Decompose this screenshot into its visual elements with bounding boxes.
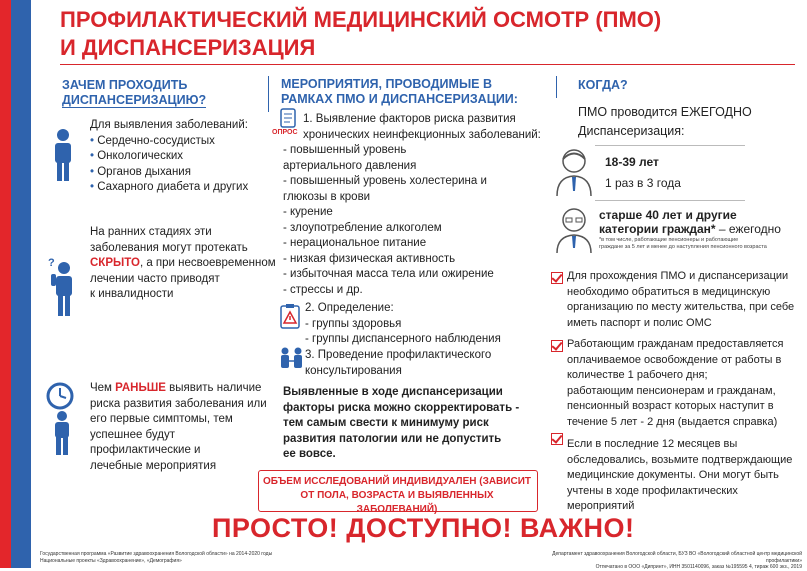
age-group-2-frequency: – ежегодно bbox=[715, 222, 781, 236]
note-line: ее вовсе. bbox=[283, 448, 336, 460]
older-man-icon bbox=[553, 206, 595, 254]
info-line: оплачиваемое освобождение от работы в bbox=[567, 353, 782, 366]
info-line: работающим пенсионерам и гражданам, bbox=[567, 384, 776, 397]
person-icon bbox=[50, 128, 76, 182]
risk-item: - низкая физическая активность bbox=[283, 252, 456, 265]
risk-item: - повышенный уровень холестерина и bbox=[283, 175, 487, 187]
footer-left bbox=[40, 551, 272, 564]
checkbox-icon bbox=[551, 433, 563, 445]
title-line-1: ПРОФИЛАКТИЧЕСКИЙ МЕДИЦИНСКИЙ ОСМОТР (ПМО) bbox=[60, 7, 662, 32]
step1-line: хронических неинфекционных заболеваний: bbox=[303, 128, 541, 141]
info-line: Если в последние 12 месяцев вы bbox=[567, 438, 738, 450]
info-line: количестве 1 рабочего дня; bbox=[567, 369, 708, 381]
age-group-divider-top bbox=[595, 145, 745, 146]
page-title bbox=[60, 6, 661, 62]
young-man-icon bbox=[553, 147, 595, 197]
consultation-icon bbox=[279, 346, 305, 370]
risk-item: - курение bbox=[283, 206, 333, 218]
footer-line: Национальные проекты «Здравоохранение», «Демография» bbox=[40, 557, 182, 564]
left-red-stripe bbox=[0, 0, 11, 568]
thinking-person-icon bbox=[48, 256, 78, 318]
early-line: лечебные мероприятия bbox=[90, 459, 217, 472]
age-group-2-footnote bbox=[599, 237, 767, 251]
info-line: обследовались, возьмите подтверждающие bbox=[567, 453, 793, 466]
step1-title bbox=[303, 112, 541, 143]
risk-item: - злоупотребление алкоголем bbox=[283, 221, 442, 234]
volume-notice bbox=[262, 475, 532, 517]
disease-item: • Онкологических bbox=[90, 149, 248, 165]
note-line: тем самым свести к минимуму риск bbox=[283, 417, 489, 429]
col2-heading-line2: РАМКАХ ПМО И ДИСПАНСЕРИЗАЦИИ: bbox=[281, 92, 518, 106]
checkbox-icon bbox=[551, 272, 563, 284]
slogan: ПРОСТО! ДОСТУПНО! ВАЖНО! bbox=[212, 513, 635, 543]
age-group-1: 18-39 лет bbox=[605, 155, 659, 169]
volume-notice-line: ОТ ПОЛА, ВОЗРАСТА И ВЫЯВЛЕННЫХ ЗАБОЛЕВАНИЙ) bbox=[300, 490, 494, 515]
risk-item: артериального давления bbox=[283, 159, 417, 172]
volume-notice-line: ОБЪЕМ ИССЛЕДОВАНИЙ ИНДИВИДУАЛЕН (ЗАВИСИТ bbox=[263, 476, 531, 487]
pmo-frequency: ПМО проводится ЕЖЕГОДНО bbox=[578, 105, 752, 119]
note-line: развития патологии или не допустить bbox=[283, 432, 502, 445]
col2-heading bbox=[281, 77, 518, 107]
early-emphasis: РАНЬШЕ bbox=[115, 382, 166, 394]
step1-line: 1. Выявление факторов риска развития bbox=[303, 113, 516, 125]
risk-item: глюкозы в крови bbox=[283, 190, 371, 203]
detect-block bbox=[90, 118, 248, 196]
title-line-2: И ДИСПАНСЕРИЗАЦИЯ bbox=[60, 35, 316, 60]
info-item bbox=[567, 437, 807, 515]
checkbox-icon bbox=[551, 340, 563, 352]
early-block bbox=[90, 381, 267, 474]
disease-item: • Сахарного диабета и других bbox=[90, 180, 248, 196]
hidden-line: лечении часто приводят bbox=[90, 272, 220, 285]
info-line: течение 5 лет - 2 дня (выдается справка) bbox=[567, 415, 778, 428]
info-line: организацию по месту жительства, при себе bbox=[567, 301, 795, 313]
risk-correction-note bbox=[283, 385, 519, 463]
info-line: Для прохождения ПМО и диспансеризации bbox=[567, 270, 789, 282]
info-line: медицинские документы. Они могут быть bbox=[567, 469, 779, 481]
footnote-line: *в том числе, работающие пенсионеры и работающие bbox=[599, 237, 739, 243]
info-line: иметь паспорт и полис ОМС bbox=[567, 316, 712, 329]
step2-title: 2. Определение: bbox=[305, 302, 394, 314]
col2-heading-rule bbox=[268, 76, 269, 112]
clock-person-icon bbox=[46, 382, 80, 456]
age-group-2-line: категории граждан* bbox=[599, 222, 716, 236]
note-line: факторы риска можно скорректировать - bbox=[283, 401, 520, 414]
col3-heading: КОГДА? bbox=[578, 78, 628, 92]
col1-heading-line2: ДИСПАНСЕРИЗАЦИЮ? bbox=[62, 93, 207, 107]
age-group-2 bbox=[599, 208, 781, 236]
questionnaire-icon bbox=[280, 108, 298, 128]
group-item: - группы здоровья bbox=[305, 317, 402, 330]
info-line: учтены в ходе профилактических мероприятий bbox=[567, 484, 738, 512]
hidden-block bbox=[90, 225, 276, 303]
early-line: Чем bbox=[90, 382, 116, 394]
detect-intro: Для выявления заболеваний: bbox=[90, 119, 248, 131]
disp-label: Диспансеризация: bbox=[578, 124, 685, 138]
opros-label: ОПРОС bbox=[272, 129, 298, 136]
info-line: пенсионный возраст которых наступит в bbox=[567, 400, 774, 412]
age-group-divider-bottom bbox=[595, 200, 745, 201]
early-line: риска развития заболевания или bbox=[90, 397, 267, 410]
col2-heading-line1: МЕРОПРИЯТИЯ, ПРОВОДИМЫЕ В bbox=[281, 77, 493, 91]
disease-item: • Органов дыхания bbox=[90, 165, 248, 181]
early-line: профилактические и bbox=[90, 444, 201, 456]
disease-list bbox=[90, 134, 248, 196]
info-item bbox=[567, 337, 783, 430]
title-divider bbox=[60, 64, 795, 65]
step3-line: 3. Проведение профилактического bbox=[305, 349, 492, 361]
age-group-1-frequency: 1 раз в 3 года bbox=[605, 176, 681, 190]
risk-list bbox=[283, 143, 494, 298]
hidden-line: На ранних стадиях эти bbox=[90, 226, 212, 238]
footer-line: Департамент здравоохранения Вологодской области, БУЗ ВО «Вологодский областной центр медицинской профилактики» bbox=[552, 551, 802, 564]
step3-block bbox=[305, 348, 491, 379]
risk-item: - избыточная масса тела или ожирение bbox=[283, 268, 494, 280]
info-line: Работающим гражданам предоставляется bbox=[567, 338, 784, 350]
note-line: Выявленные в ходе диспансеризации bbox=[283, 386, 503, 398]
disease-item: • Сердечно-сосудистых bbox=[90, 134, 248, 150]
svg-text:?: ? bbox=[48, 257, 55, 269]
hidden-line: к инвалидности bbox=[90, 288, 174, 300]
hidden-line: , а при несвоевременном bbox=[139, 257, 276, 269]
risk-item: - повышенный уровень bbox=[283, 144, 407, 156]
age-group-2-line: старше 40 лет и другие bbox=[599, 208, 737, 222]
risk-item: - нерациональное питание bbox=[283, 237, 427, 249]
col3-heading-rule bbox=[556, 76, 557, 98]
footer-line: Государственная программа «Развитие здравоохранения Вологодской области» на 2014-2020 годы bbox=[40, 551, 273, 557]
hidden-emphasis: СКРЫТО bbox=[90, 257, 140, 269]
footer-line: Отпечатано в ООО «Дипринт», ИНН 3501140096, заказ №195595 4, тираж 600 экз., 2019 bbox=[595, 564, 802, 570]
info-line: необходимо обратиться в медицинскую bbox=[567, 285, 771, 298]
left-blue-stripe bbox=[11, 0, 31, 568]
hidden-line: заболевания могут протекать bbox=[90, 241, 248, 254]
early-line: успешнее будут bbox=[90, 428, 175, 441]
early-line: выявить наличие bbox=[165, 382, 262, 394]
step2-block bbox=[305, 301, 501, 348]
group-item: - группы диспансерного наблюдения bbox=[305, 333, 501, 345]
col1-heading-line1: ЗАЧЕМ ПРОХОДИТЬ bbox=[62, 78, 188, 92]
footnote-line: граждане за 5 лет и менее до наступления пенсионного возраста bbox=[599, 244, 767, 250]
early-line: его первые симптомы, тем bbox=[90, 413, 233, 425]
step3-line: консультирования bbox=[305, 364, 402, 377]
clipboard-icon bbox=[280, 303, 302, 329]
info-item bbox=[567, 269, 794, 331]
col1-heading bbox=[62, 78, 206, 108]
risk-item: - стрессы и др. bbox=[283, 283, 363, 296]
schedule-block bbox=[578, 103, 752, 141]
